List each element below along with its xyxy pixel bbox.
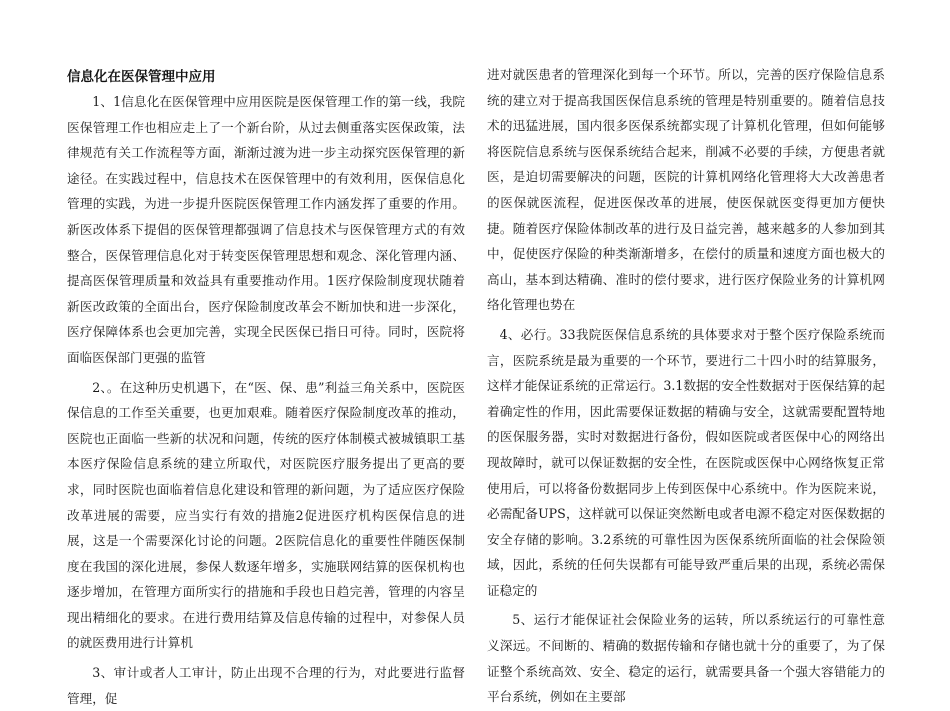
paragraph-2: 2、。在这种历史机遇下，在“医、保、患”利益三角关系中，医院医保信息的工作至关重要，也更加艰难。随着医疗保险制度改革的推动，医院也正面临一些新的状况和问题，传统的医疗体制模式被城镇职工基本医疗保险信息系统的建立所取代，对医院医疗服务提出了更高的要求，同时医院也面临着信息化建设和管理的新问题，为了适应医疗保险改革进展的需要，应当实行有效的措施2促进医疗机构医保信息的进展，这是一个需要深化讨论的问题。2医院信息化的重要性伴随医保制度在我国的深化进展，参保人数逐年增多，实施联网结算的医保机构也逐步增加，在管理方面所实行的措施和手段也日趋完善，管理的内容呈现出精细化的要求。在进行费用结算及信息传输的过程中，对参保人员的就医费用进行计算机 bbox=[67, 379, 465, 651]
right-text-column bbox=[487, 62, 885, 705]
paragraph-5: 5、运行才能保证社会保险业务的运转，所以系统运行的可靠性意义深远。不间断的、精确的数据传输和存储也就十分的重要了，为了保证整个系统高效、安全、稳定的运行，就需要具备一个强大容错能力的平台系统，例如在主要部 bbox=[487, 612, 885, 705]
paragraph-3: 3、审计或者人工审计，防止出现不合理的行为，对此要进行监督管理，促 bbox=[67, 665, 465, 706]
document-title: 信息化在医保管理中应用 bbox=[67, 69, 216, 85]
paragraph-1: 1、1信息化在医保管理中应用医院是医保管理工作的第一线，我院医保管理工作也相应走上了一个新台阶，从过去侧重落实医保政策，法律规范有关工作流程等方面，渐渐过渡为进一步主动探究医保管理的新途径。在实践过程中，信息技术在医保管理中的有效利用，医保信息化管理的实践，为进一步提升医院医保管理工作内涵发挥了重要的作用。新医改体系下提倡的医保管理都强调了信息技术与医保管理方式的有效整合，医保管理信息化对于转变医保管理思想和观念、深化管理内涵、提高医保管理质量和效益具有重要推动作用。1医疗保险制度现状随着新医改政策的全面出台，医疗保险制度改革会不断加快和进一步深化，医疗保障体系也会更加完善，实现全民医保已指日可待。同时，医院将面临医保部门更强的监管 bbox=[67, 94, 465, 365]
paragraph-3-continued: 进对就医患者的管理深化到每一个环节。所以，完善的医疗保险信息系统的建立对于提高我国医保信息系统的管理是特别重要的。随着信息技术的迅猛进展，国内很多医保系统都实现了计算机化管理，但如何能够将医院信息系统与医保系统结合起来，削减不必要的手续，方便患者就医，是迫切需要解决的问题，医院的计算机网络化管理将大大改善患者的医保就医流程，促进医保改革的进展，使医保就医变得更加方便快捷。随着医疗保险体制改革的进行及日益完善，越来越多的人参加到其中，促使医疗保险的种类渐渐增多，在偿付的质量和速度方面也极大的高山，基本到达精确、准时的偿付要求，进行医疗保险业务的计算机网络化管理也势在 bbox=[487, 67, 885, 313]
paragraph-4: 4、必行。33我院医保信息系统的具体要求对于整个医疗保险系统而言，医院系统是最为重要的一个环节，要进行二十四小时的结算服务，这样才能保证系统的正常运行。3.1数据的安全性数据对于医保结算的起着确定性的作用，因此需要保证数据的精确与安全，这就需要配置特地的医保服务器，实时对数据进行备份，假如医院或者医保中心的网络出现故障时，就可以保证数据的安全性，在医院或医保中心网络恢复正常使用后，可以将备份数据同步上传到医保中心系统中。作为医院来说，必需配备UPS，这样就可以保证突然断电或者电源不稳定对医保数据的安全存储的影响。3.2系统的可靠性因为医保系统所面临的社会保险领域，因此，系统的任何失误都有可能导致严重后果的出现，系统必需保证稳定的 bbox=[487, 326, 885, 598]
left-text-column bbox=[67, 66, 465, 706]
